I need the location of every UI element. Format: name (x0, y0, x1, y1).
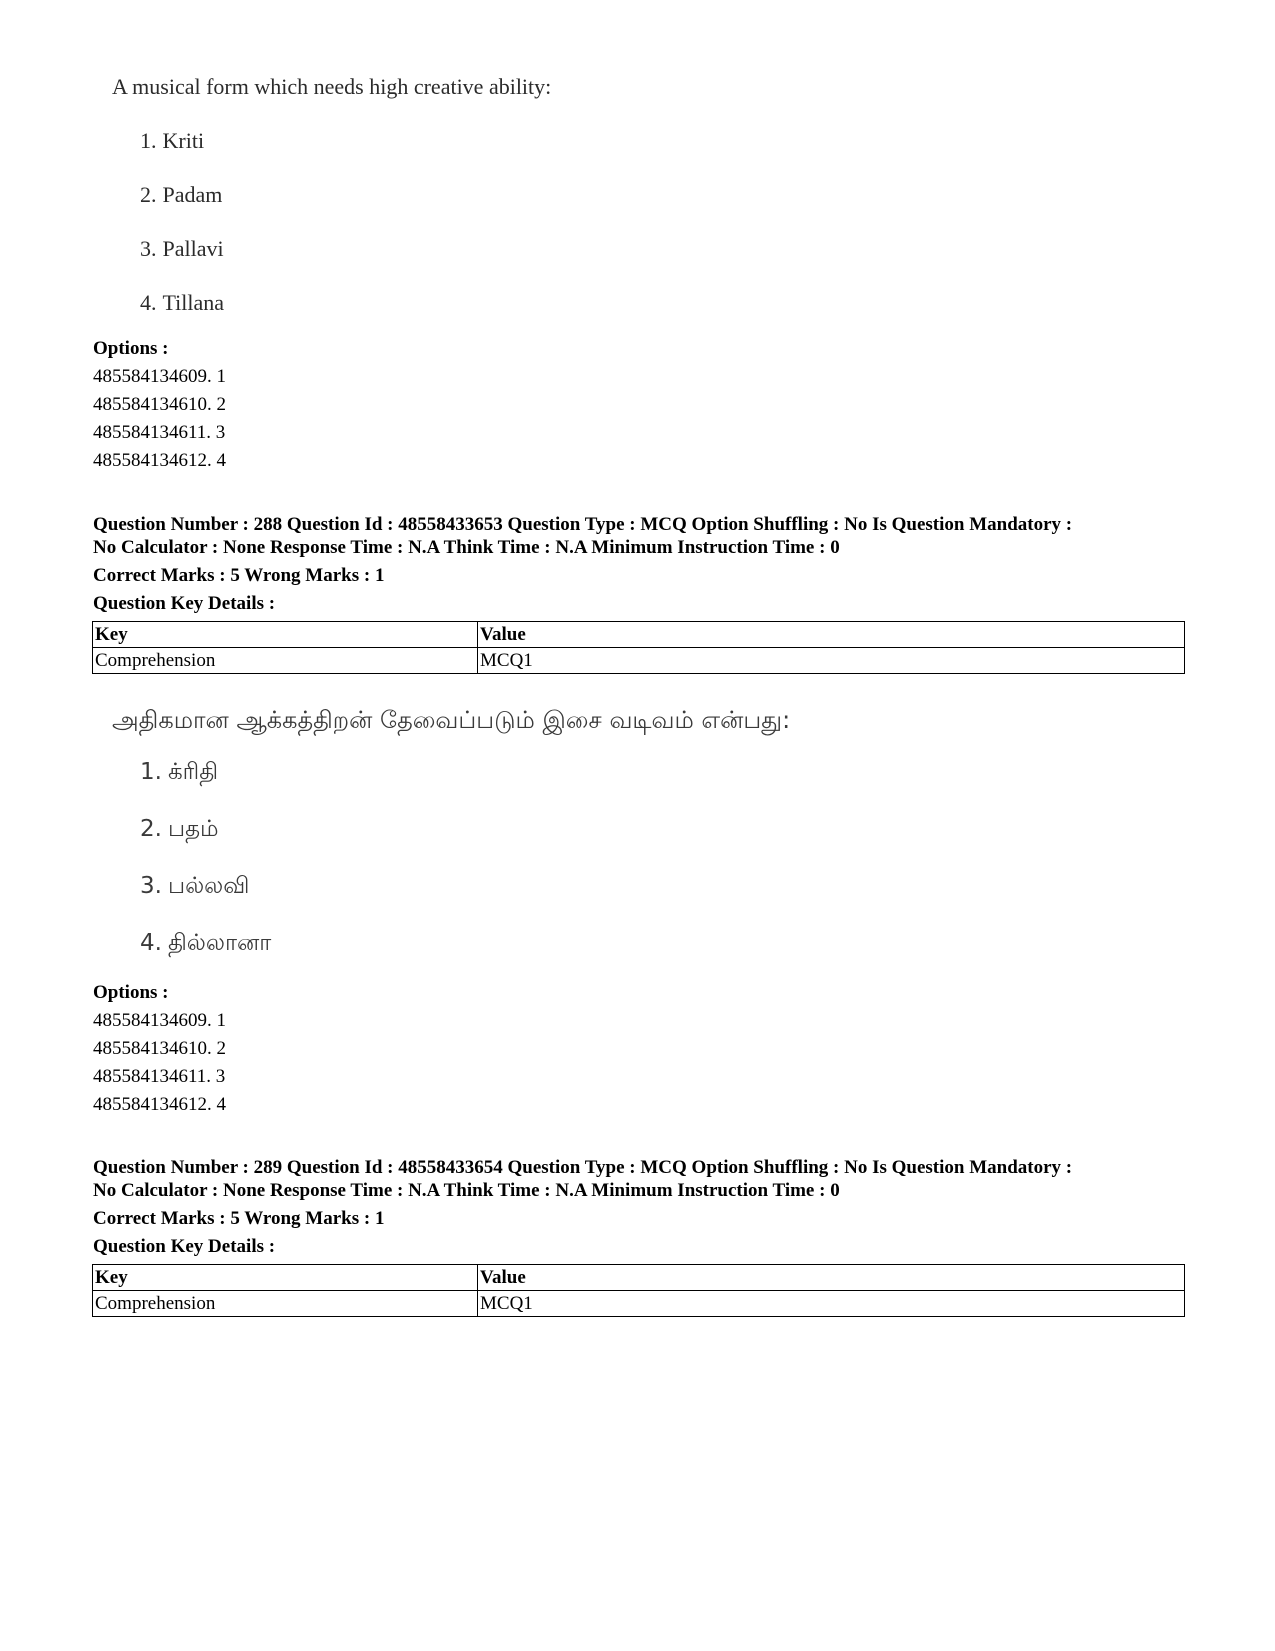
table-header-row (93, 622, 1185, 648)
question-meta-line1: Question Number : 288 Question Id : 48558433653 Question Type : MCQ Option Shuffling : No Is Question Mandatory : (93, 514, 1073, 535)
question-marks: Correct Marks : 5 Wrong Marks : 1 (93, 1208, 385, 1229)
question-meta-line1: Question Number : 289 Question Id : 48558433654 Question Type : MCQ Option Shuffling : No Is Question Mandatory : (93, 1157, 1073, 1178)
table-row (93, 648, 1185, 674)
options-heading: Options : (93, 338, 169, 359)
table-header-row (93, 1265, 1185, 1291)
choice-item: 4. Tillana (140, 290, 225, 315)
option-line: 485584134609. 1 (93, 1010, 226, 1031)
table-row (93, 1291, 1185, 1317)
table-header-value: Value (478, 622, 1185, 648)
option-line: 485584134611. 3 (93, 422, 226, 443)
question-text-english: A musical form which needs high creative ability: (112, 74, 552, 99)
options-heading: Options : (93, 982, 169, 1003)
option-line: 485584134610. 2 (93, 1038, 226, 1059)
option-line: 485584134612. 4 (93, 1094, 226, 1115)
question-key-details-heading: Question Key Details : (93, 1236, 276, 1257)
choice-item: 3. Pallavi (140, 236, 224, 261)
choice-item: 3. பல்லவி (140, 873, 250, 899)
question-meta-line2: No Calculator : None Response Time : N.A Think Time : N.A Minimum Instruction Time : 0 (93, 1180, 840, 1201)
option-line: 485584134610. 2 (93, 394, 226, 415)
choice-item: 4. தில்லானா (140, 930, 272, 956)
table-header-key: Key (93, 622, 478, 648)
question-key-details-heading: Question Key Details : (93, 593, 276, 614)
choice-item: 1. Kriti (140, 128, 205, 153)
option-line: 485584134611. 3 (93, 1066, 226, 1087)
question-marks: Correct Marks : 5 Wrong Marks : 1 (93, 565, 385, 586)
question-key-table (92, 1264, 1185, 1317)
table-header-value: Value (478, 1265, 1185, 1291)
table-cell-value: MCQ1 (478, 1291, 1185, 1317)
table-cell-key: Comprehension (93, 1291, 478, 1317)
table-cell-value: MCQ1 (478, 648, 1185, 674)
option-line: 485584134612. 4 (93, 450, 226, 471)
question-meta-line2: No Calculator : None Response Time : N.A Think Time : N.A Minimum Instruction Time : 0 (93, 537, 840, 558)
option-line: 485584134609. 1 (93, 366, 226, 387)
table-cell-key: Comprehension (93, 648, 478, 674)
question-key-table (92, 621, 1185, 674)
choice-item: 2. பதம் (140, 816, 219, 842)
choice-item: 1. க்ரிதி (140, 759, 219, 785)
choice-item: 2. Padam (140, 182, 223, 207)
table-header-key: Key (93, 1265, 478, 1291)
question-text-tamil: அதிகமான ஆக்கத்திறன் தேவைப்படும் இசை வடிவம் என்பது: (112, 706, 791, 734)
